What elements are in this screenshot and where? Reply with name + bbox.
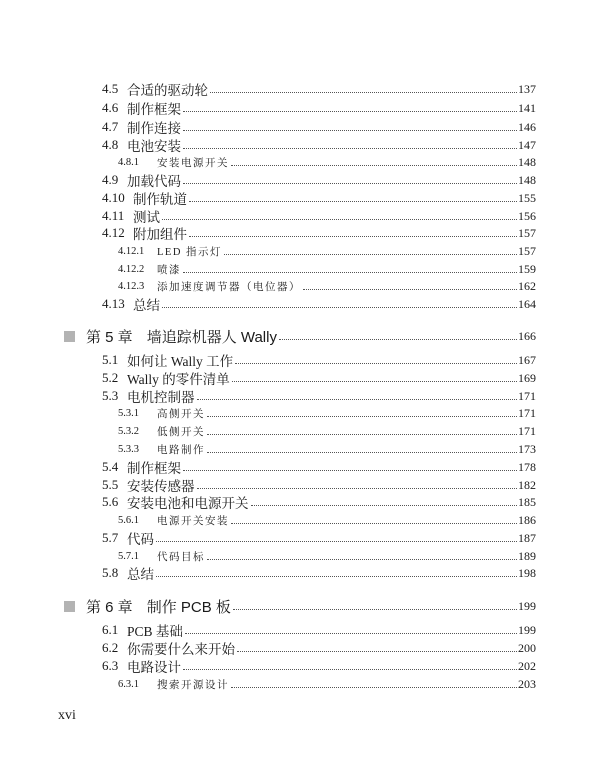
section-number: 6.3 bbox=[102, 658, 119, 673]
toc-subsection-entry[interactable] bbox=[0, 153, 536, 171]
section-title: 安装传感器 bbox=[127, 479, 195, 494]
toc-section-entry[interactable] bbox=[0, 564, 536, 582]
toc-section-entry[interactable] bbox=[0, 493, 536, 511]
toc-entry-body bbox=[118, 279, 536, 294]
section-number: 4.8 bbox=[102, 137, 119, 152]
section-title: 高侧开关 bbox=[157, 408, 205, 420]
section-title: PCB 基础 bbox=[127, 624, 183, 639]
section-title: 你需要什么来开始 bbox=[127, 642, 235, 657]
toc-section-entry[interactable] bbox=[0, 295, 536, 313]
section-number: 5.2 bbox=[102, 370, 119, 385]
section-title: 安装电池和电源开关 bbox=[127, 496, 249, 511]
toc-section-entry[interactable] bbox=[0, 136, 536, 154]
section-title: 总结 bbox=[127, 567, 154, 582]
dot-leader bbox=[231, 523, 517, 524]
page-number: 200 bbox=[518, 640, 536, 655]
dot-leader bbox=[251, 505, 518, 506]
toc-subsection-entry[interactable] bbox=[0, 404, 536, 422]
section-title: 安装电源开关 bbox=[157, 157, 229, 169]
toc-entry-body bbox=[102, 350, 536, 370]
dot-leader bbox=[197, 488, 518, 489]
chapter-heading-body bbox=[86, 326, 536, 347]
section-title: 如何让 Wally 工作 bbox=[127, 354, 234, 369]
section-number: 4.12.1 bbox=[118, 245, 145, 257]
section-number: 4.11 bbox=[102, 208, 125, 223]
toc-entry-body bbox=[118, 244, 536, 259]
dot-leader bbox=[207, 416, 517, 417]
page-number: 199 bbox=[518, 598, 536, 613]
dot-leader bbox=[235, 363, 517, 364]
section-number: 4.12.2 bbox=[118, 263, 145, 275]
dot-leader bbox=[210, 92, 517, 93]
section-title: 喷漆 bbox=[157, 264, 181, 276]
page-number: 199 bbox=[518, 622, 536, 637]
chapter-title: 制作 PCB 板 bbox=[146, 598, 231, 616]
toc-subsection-entry[interactable] bbox=[0, 440, 536, 458]
toc-entry-body bbox=[102, 638, 536, 658]
section-title: Wally 的零件清单 bbox=[127, 372, 230, 387]
section-title: 电池安装 bbox=[127, 139, 181, 154]
section-number: 4.6 bbox=[102, 100, 119, 115]
page-number: 141 bbox=[518, 100, 536, 115]
page-number: 187 bbox=[518, 530, 536, 545]
toc-section-entry[interactable] bbox=[0, 118, 536, 136]
chapter-heading[interactable] bbox=[0, 327, 536, 345]
dot-leader bbox=[207, 434, 517, 435]
dot-leader bbox=[237, 651, 517, 652]
section-title: 制作框架 bbox=[127, 102, 181, 117]
dot-leader bbox=[279, 339, 517, 340]
toc-section-entry[interactable] bbox=[0, 369, 536, 387]
toc-section-entry[interactable] bbox=[0, 189, 536, 207]
section-number: 5.7.1 bbox=[118, 550, 139, 562]
section-number: 4.5 bbox=[102, 81, 119, 96]
toc-subsection-entry[interactable] bbox=[0, 260, 536, 278]
page-number: 186 bbox=[518, 512, 536, 527]
page-number: 148 bbox=[518, 172, 536, 187]
toc-section-entry[interactable] bbox=[0, 99, 536, 117]
section-title: 低侧开关 bbox=[157, 426, 205, 438]
section-number: 6.3.1 bbox=[118, 678, 139, 690]
toc-entry-body bbox=[118, 262, 536, 277]
dot-leader bbox=[207, 559, 517, 560]
page-number: 164 bbox=[518, 296, 536, 311]
dot-leader bbox=[183, 272, 517, 273]
page-number: 167 bbox=[518, 352, 536, 367]
dot-leader bbox=[183, 669, 517, 670]
toc-section-entry[interactable] bbox=[0, 639, 536, 657]
toc-entry-body bbox=[102, 457, 536, 477]
toc-section-entry[interactable] bbox=[0, 657, 536, 675]
toc-section-entry[interactable] bbox=[0, 224, 536, 242]
toc-entry-body bbox=[102, 117, 536, 137]
dot-leader bbox=[189, 201, 517, 202]
dot-leader bbox=[303, 289, 517, 290]
section-number: 5.7 bbox=[102, 530, 119, 545]
section-title: 代码 bbox=[127, 532, 154, 547]
dot-leader bbox=[207, 452, 517, 453]
page-number: 185 bbox=[518, 494, 536, 509]
dot-leader bbox=[189, 236, 517, 237]
dot-leader bbox=[183, 148, 517, 149]
section-number: 4.10 bbox=[102, 190, 125, 205]
page-number: 171 bbox=[518, 405, 536, 420]
section-title: 附加组件 bbox=[133, 227, 187, 242]
chapter-heading[interactable] bbox=[0, 597, 536, 615]
section-number: 5.8 bbox=[102, 565, 119, 580]
section-title: 制作框架 bbox=[127, 461, 181, 476]
chapter-title: 墙追踪机器人 Wally bbox=[146, 328, 277, 346]
dot-leader bbox=[156, 576, 517, 577]
toc-section-entry[interactable] bbox=[0, 621, 536, 639]
section-title: 总结 bbox=[133, 298, 160, 313]
page-number: 148 bbox=[518, 154, 536, 169]
page-number: 146 bbox=[518, 119, 536, 134]
chapter-square-icon bbox=[64, 331, 75, 342]
toc-entry-body bbox=[102, 294, 536, 314]
section-title: 制作轨道 bbox=[133, 192, 187, 207]
section-number: 5.1 bbox=[102, 352, 119, 367]
dot-leader bbox=[183, 183, 517, 184]
section-number: 5.4 bbox=[102, 459, 119, 474]
page-number: 156 bbox=[518, 208, 536, 223]
page-number: 202 bbox=[518, 658, 536, 673]
dot-leader bbox=[156, 541, 517, 542]
toc-subsection-entry[interactable] bbox=[0, 422, 536, 440]
toc-entry-body bbox=[102, 563, 536, 583]
page-number: 166 bbox=[518, 328, 536, 343]
section-number: 5.3.1 bbox=[118, 407, 139, 419]
toc-entry-body bbox=[118, 155, 536, 170]
section-title: 电源开关安装 bbox=[157, 515, 229, 527]
section-number: 6.2 bbox=[102, 640, 119, 655]
toc-entry-body bbox=[102, 170, 536, 190]
chapter-square-icon bbox=[64, 601, 75, 612]
page-number: 162 bbox=[518, 278, 536, 293]
section-number: 4.12.3 bbox=[118, 280, 145, 292]
section-title: 加载代码 bbox=[127, 174, 181, 189]
page-number: 198 bbox=[518, 565, 536, 580]
section-number: 4.13 bbox=[102, 296, 125, 311]
dot-leader bbox=[185, 633, 517, 634]
section-title: 电路制作 bbox=[157, 444, 205, 456]
toc-section-entry[interactable] bbox=[0, 351, 536, 369]
section-title: 电路设计 bbox=[127, 660, 181, 675]
toc-subsection-entry[interactable] bbox=[0, 242, 536, 260]
toc-entry-body bbox=[118, 424, 536, 439]
toc-entry-body bbox=[102, 223, 536, 243]
section-number: 5.5 bbox=[102, 477, 119, 492]
folio-page-number: xvi bbox=[58, 708, 76, 723]
toc-entry-body bbox=[102, 98, 536, 118]
page-number: 159 bbox=[518, 261, 536, 276]
page-number: 169 bbox=[518, 370, 536, 385]
toc-entry-body bbox=[102, 188, 536, 208]
dot-leader bbox=[162, 219, 517, 220]
section-title: 电机控制器 bbox=[127, 390, 195, 405]
toc-entry-body bbox=[118, 406, 536, 421]
chapter-number: 第 5 章 bbox=[86, 328, 133, 346]
page-number: 178 bbox=[518, 459, 536, 474]
section-number: 4.12 bbox=[102, 225, 125, 240]
page-number: 173 bbox=[518, 441, 536, 456]
toc-subsection-entry[interactable] bbox=[0, 511, 536, 529]
toc-subsection-entry[interactable] bbox=[0, 675, 536, 693]
section-number: 4.8.1 bbox=[118, 156, 139, 168]
section-title: 制作连接 bbox=[127, 121, 181, 136]
toc-section-entry[interactable] bbox=[0, 387, 536, 405]
page-number: 171 bbox=[518, 388, 536, 403]
toc-entry-body bbox=[118, 442, 536, 457]
dot-leader bbox=[183, 470, 517, 471]
toc-entry-body bbox=[102, 656, 536, 676]
chapter-number: 第 6 章 bbox=[86, 598, 133, 616]
dot-leader bbox=[231, 165, 517, 166]
section-number: 5.3.2 bbox=[118, 425, 139, 437]
toc-entry-body bbox=[102, 492, 536, 512]
dot-leader bbox=[197, 399, 518, 400]
section-number: 5.3.3 bbox=[118, 443, 139, 455]
page-number: 157 bbox=[518, 243, 536, 258]
dot-leader bbox=[232, 381, 517, 382]
section-number: 6.1 bbox=[102, 622, 119, 637]
toc-entry-body bbox=[102, 368, 536, 388]
page-number: 157 bbox=[518, 225, 536, 240]
chapter-heading-body bbox=[86, 596, 536, 617]
toc-entry-body bbox=[118, 677, 536, 692]
toc-entry-body bbox=[118, 549, 536, 564]
page-number: 182 bbox=[518, 477, 536, 492]
toc-section-entry[interactable] bbox=[0, 529, 536, 547]
section-title: 添加速度调节器（电位器） bbox=[157, 281, 301, 293]
page-number: 137 bbox=[518, 81, 536, 96]
section-title: 测试 bbox=[133, 210, 160, 225]
section-number: 4.7 bbox=[102, 119, 119, 134]
page-number: 155 bbox=[518, 190, 536, 205]
page-number: 147 bbox=[518, 137, 536, 152]
dot-leader bbox=[162, 307, 517, 308]
page-number: 171 bbox=[518, 423, 536, 438]
toc-section-entry[interactable] bbox=[0, 171, 536, 189]
dot-leader bbox=[233, 609, 517, 610]
section-number: 5.6.1 bbox=[118, 514, 139, 526]
section-title: 代码目标 bbox=[157, 551, 205, 563]
toc-entry-body bbox=[102, 135, 536, 155]
section-number: 5.3 bbox=[102, 388, 119, 403]
section-title: LED 指示灯 bbox=[157, 246, 223, 258]
toc-entry-body bbox=[118, 513, 536, 528]
toc-entry-body bbox=[102, 620, 536, 640]
dot-leader bbox=[183, 111, 517, 112]
toc-section-entry[interactable] bbox=[0, 80, 536, 98]
section-number: 4.9 bbox=[102, 172, 119, 187]
page-number: 203 bbox=[518, 676, 536, 691]
toc-entry-body bbox=[102, 79, 536, 99]
dot-leader bbox=[231, 687, 517, 688]
toc-entry-body bbox=[102, 528, 536, 548]
section-title: 搜索开源设计 bbox=[157, 679, 229, 691]
dot-leader bbox=[224, 254, 517, 255]
section-title: 合适的驱动轮 bbox=[127, 83, 208, 98]
dot-leader bbox=[183, 130, 517, 131]
section-number: 5.6 bbox=[102, 494, 119, 509]
page-number: 189 bbox=[518, 548, 536, 563]
toc-entry-body bbox=[102, 386, 536, 406]
toc-section-entry[interactable] bbox=[0, 458, 536, 476]
toc-subsection-entry[interactable] bbox=[0, 277, 536, 295]
